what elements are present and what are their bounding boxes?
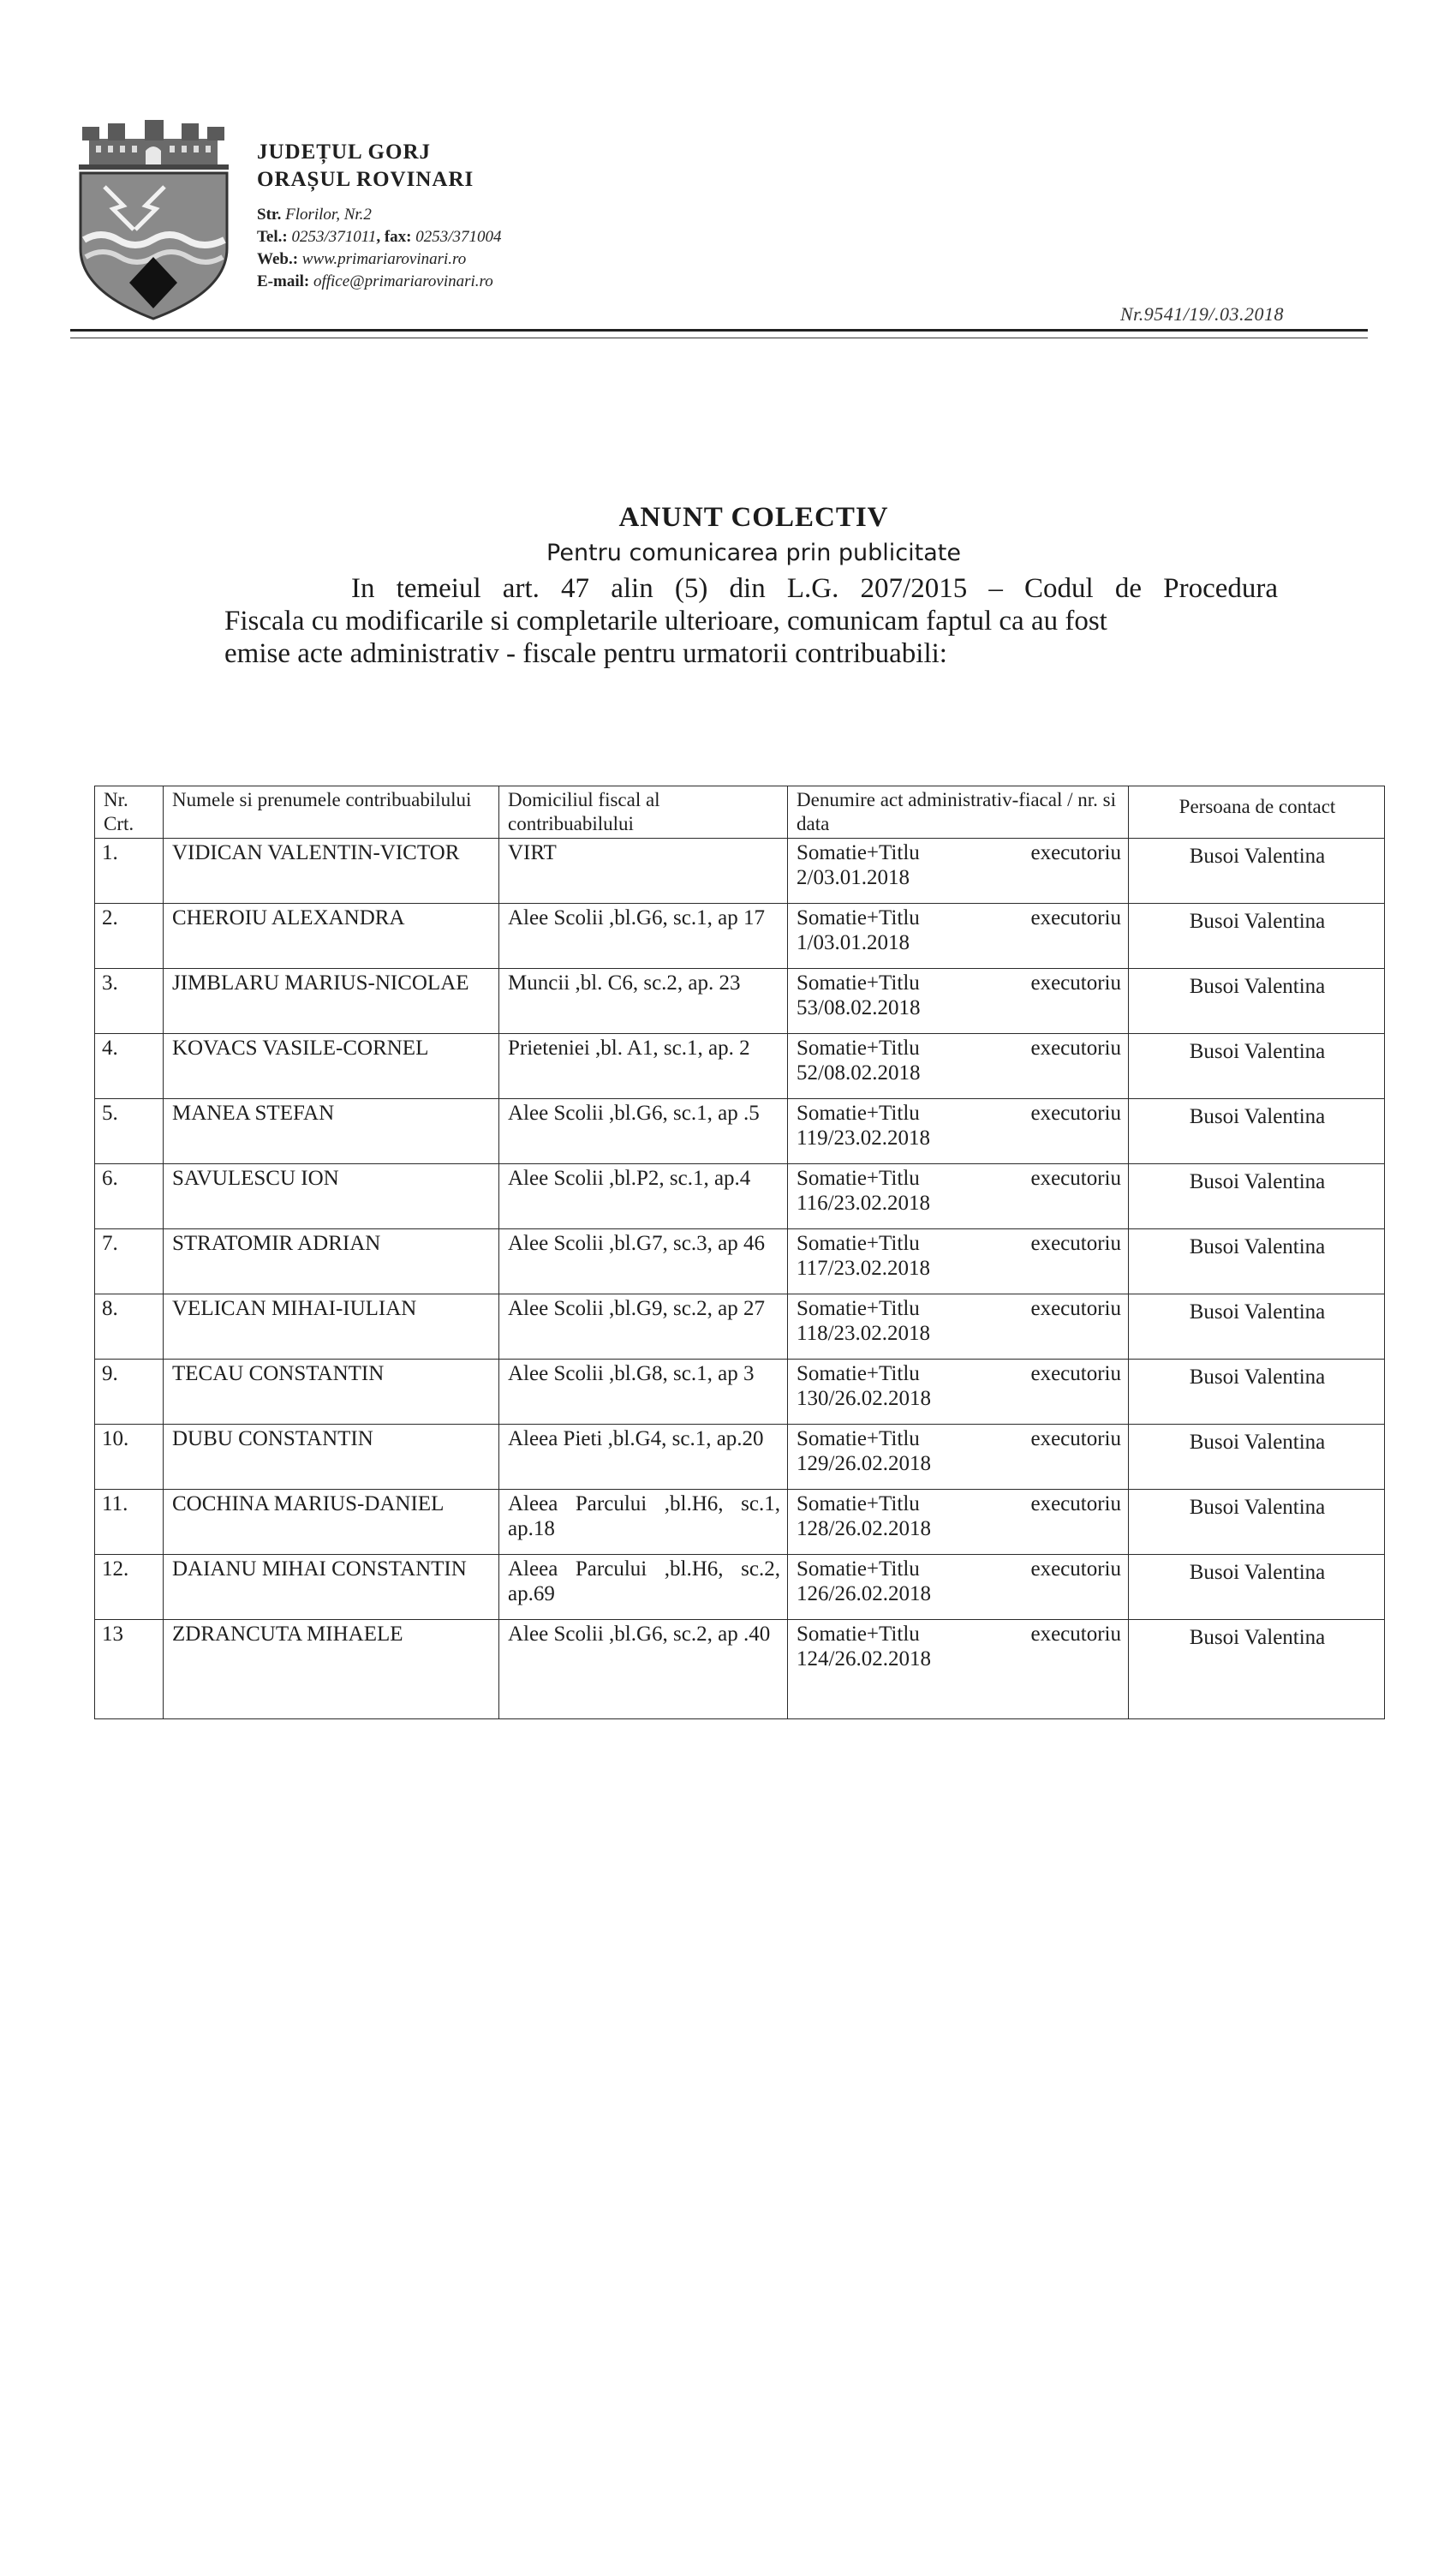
table-row xyxy=(95,1229,1385,1294)
act-kind: executoriu xyxy=(1030,1623,1121,1646)
act-type: Somatie+Titlu xyxy=(797,971,920,995)
act-kind: executoriu xyxy=(1030,906,1121,929)
header-address: Domiciliul fiscal al contribuabilului xyxy=(499,786,788,839)
announcement-title: ANUNT COLECTIV xyxy=(618,502,889,533)
cell-nr: 5. xyxy=(95,1099,164,1164)
act-ref: 119/23.02.2018 xyxy=(797,1127,931,1150)
cell-nr: 3. xyxy=(95,969,164,1034)
act-kind: executoriu xyxy=(1030,1362,1121,1385)
act-ref: 128/26.02.2018 xyxy=(797,1517,931,1540)
act-kind: executoriu xyxy=(1030,1297,1121,1320)
web-link[interactable]: www.primariarovinari.ro xyxy=(301,250,467,268)
act-kind: executoriu xyxy=(1030,971,1121,995)
cell-address: Alee Scolii ,bl.G8, sc.1, ap 3 xyxy=(499,1360,788,1425)
act-ref: 2/03.01.2018 xyxy=(797,866,910,889)
cell-address: Muncii ,bl. C6, sc.2, ap. 23 xyxy=(499,969,788,1034)
cell-act xyxy=(788,1620,1129,1719)
cell-nr: 2. xyxy=(95,904,164,969)
cell-address: Prieteniei ,bl. A1, sc.1, ap. 2 xyxy=(499,1034,788,1099)
act-type: Somatie+Titlu xyxy=(797,1557,920,1581)
act-type: Somatie+Titlu xyxy=(797,1232,920,1255)
cell-act xyxy=(788,1425,1129,1490)
act-kind: executoriu xyxy=(1030,841,1121,864)
cell-name: CHEROIU ALEXANDRA xyxy=(164,904,499,969)
cell-name: SAVULESCU ION xyxy=(164,1164,499,1229)
act-ref: 129/26.02.2018 xyxy=(797,1452,931,1475)
act-type: Somatie+Titlu xyxy=(797,1427,920,1450)
cell-contact: Busoi Valentina xyxy=(1129,839,1385,904)
cell-contact: Busoi Valentina xyxy=(1129,1490,1385,1555)
cell-act xyxy=(788,969,1129,1034)
act-type: Somatie+Titlu xyxy=(797,1167,920,1190)
header-act: Denumire act administrativ-fiacal / nr. si data xyxy=(788,786,1129,839)
act-ref: 117/23.02.2018 xyxy=(797,1257,931,1280)
act-kind: executoriu xyxy=(1030,1557,1121,1581)
cell-act xyxy=(788,1555,1129,1620)
cell-name: VELICAN MIHAI-IULIAN xyxy=(164,1294,499,1360)
cell-act xyxy=(788,1490,1129,1555)
cell-nr: 7. xyxy=(95,1229,164,1294)
cell-address: VIRT xyxy=(499,839,788,904)
act-type: Somatie+Titlu xyxy=(797,1362,920,1385)
cell-nr: 8. xyxy=(95,1294,164,1360)
letterhead xyxy=(257,139,502,293)
header-name: Numele si prenumele contribuabilului xyxy=(164,786,499,839)
cell-name: TECAU CONSTANTIN xyxy=(164,1360,499,1425)
cell-address: Alee Scolii ,bl.G6, sc.1, ap .5 xyxy=(499,1099,788,1164)
table-row xyxy=(95,1425,1385,1490)
act-type: Somatie+Titlu xyxy=(797,906,920,929)
act-type: Somatie+Titlu xyxy=(797,1623,920,1646)
announcement-intro xyxy=(224,572,1278,670)
act-kind: executoriu xyxy=(1030,1037,1121,1060)
act-kind: executoriu xyxy=(1030,1232,1121,1255)
cell-contact: Busoi Valentina xyxy=(1129,1034,1385,1099)
cell-name: DUBU CONSTANTIN xyxy=(164,1425,499,1490)
cell-act xyxy=(788,1099,1129,1164)
cell-act xyxy=(788,904,1129,969)
cell-address: Alee Scolii ,bl.G7, sc.3, ap 46 xyxy=(499,1229,788,1294)
cell-act xyxy=(788,1229,1129,1294)
act-type: Somatie+Titlu xyxy=(797,1492,920,1515)
email-label: E-mail: xyxy=(257,272,310,290)
cell-address: Aleea Parcului ,bl.H6, sc.1, ap.18 xyxy=(499,1490,788,1555)
tel-value: 0253/371011 xyxy=(291,228,377,246)
cell-nr: 10. xyxy=(95,1425,164,1490)
cell-contact: Busoi Valentina xyxy=(1129,1164,1385,1229)
cell-name: COCHINA MARIUS-DANIEL xyxy=(164,1490,499,1555)
cell-contact: Busoi Valentina xyxy=(1129,1360,1385,1425)
cell-name: STRATOMIR ADRIAN xyxy=(164,1229,499,1294)
cell-address: Alee Scolii ,bl.P2, sc.1, ap.4 xyxy=(499,1164,788,1229)
table-header-row xyxy=(95,786,1385,839)
cell-address: Alee Scolii ,bl.G6, sc.2, ap .40 xyxy=(499,1620,788,1719)
cell-address: Aleea Parcului ,bl.H6, sc.2, ap.69 xyxy=(499,1555,788,1620)
cell-act xyxy=(788,1034,1129,1099)
announcement-subtitle: Pentru comunicarea prin publicitate xyxy=(546,540,961,566)
table-row xyxy=(95,1164,1385,1229)
fax-value: 0253/371004 xyxy=(415,228,502,246)
act-ref: 116/23.02.2018 xyxy=(797,1192,931,1215)
street-line xyxy=(257,204,502,226)
email-line xyxy=(257,271,502,293)
cell-address: Aleea Pieti ,bl.G4, sc.1, ap.20 xyxy=(499,1425,788,1490)
table-row xyxy=(95,839,1385,904)
table-row xyxy=(95,1034,1385,1099)
cell-nr: 11. xyxy=(95,1490,164,1555)
intro-line-3: emise acte administrativ - fiscale pentru urmatorii contribuabili: xyxy=(224,638,947,669)
table-row xyxy=(95,1360,1385,1425)
act-ref: 130/26.02.2018 xyxy=(797,1387,931,1410)
cell-name: DAIANU MIHAI CONSTANTIN xyxy=(164,1555,499,1620)
cell-nr: 1. xyxy=(95,839,164,904)
table-row xyxy=(95,1099,1385,1164)
cell-nr: 4. xyxy=(95,1034,164,1099)
cell-contact: Busoi Valentina xyxy=(1129,1425,1385,1490)
act-type: Somatie+Titlu xyxy=(797,841,920,864)
act-type: Somatie+Titlu xyxy=(797,1037,920,1060)
cell-act xyxy=(788,1164,1129,1229)
street-label: Str. xyxy=(257,206,282,224)
cell-address: Alee Scolii ,bl.G9, sc.2, ap 27 xyxy=(499,1294,788,1360)
taxpayers-table xyxy=(94,786,1385,1719)
act-kind: executoriu xyxy=(1030,1427,1121,1450)
cell-act xyxy=(788,839,1129,904)
cell-contact: Busoi Valentina xyxy=(1129,1099,1385,1164)
act-ref: 53/08.02.2018 xyxy=(797,996,921,1019)
cell-name: JIMBLARU MARIUS-NICOLAE xyxy=(164,969,499,1034)
cell-contact: Busoi Valentina xyxy=(1129,1294,1385,1360)
act-ref: 52/08.02.2018 xyxy=(797,1061,921,1085)
cell-name: VIDICAN VALENTIN-VICTOR xyxy=(164,839,499,904)
intro-line-2: Fiscala cu modificarile si completarile ulterioare, comunicam faptul ca au fost xyxy=(224,606,1107,637)
county-name: JUDEȚUL GORJ xyxy=(257,140,432,164)
header-contact: Persoana de contact xyxy=(1129,786,1385,839)
act-ref: 124/26.02.2018 xyxy=(797,1647,931,1670)
street-value: Florilor, Nr.2 xyxy=(285,206,372,224)
cell-nr: 9. xyxy=(95,1360,164,1425)
act-type: Somatie+Titlu xyxy=(797,1297,920,1320)
cell-act xyxy=(788,1360,1129,1425)
act-type: Somatie+Titlu xyxy=(797,1102,920,1125)
act-kind: executoriu xyxy=(1030,1492,1121,1515)
act-ref: 126/26.02.2018 xyxy=(797,1582,931,1605)
registration-number: Nr.9541/19/.03.2018 xyxy=(1120,303,1285,325)
cell-name: MANEA STEFAN xyxy=(164,1099,499,1164)
table-row xyxy=(95,1555,1385,1620)
fax-label: , fax: xyxy=(376,228,412,246)
header-nr: Nr. Crt. xyxy=(95,786,164,839)
cell-contact: Busoi Valentina xyxy=(1129,1229,1385,1294)
web-line xyxy=(257,248,502,271)
table-row xyxy=(95,1620,1385,1719)
table-row xyxy=(95,904,1385,969)
act-kind: executoriu xyxy=(1030,1167,1121,1190)
act-kind: executoriu xyxy=(1030,1102,1121,1125)
header-divider-thick xyxy=(70,329,1368,332)
email-link[interactable]: office@primariarovinari.ro xyxy=(313,272,493,290)
cell-nr: 6. xyxy=(95,1164,164,1229)
act-ref: 1/03.01.2018 xyxy=(797,931,910,954)
table-row xyxy=(95,1294,1385,1360)
table-row xyxy=(95,969,1385,1034)
cell-act xyxy=(788,1294,1129,1360)
act-ref: 118/23.02.2018 xyxy=(797,1322,931,1345)
phone-line xyxy=(257,226,502,248)
cell-contact: Busoi Valentina xyxy=(1129,969,1385,1034)
cell-contact: Busoi Valentina xyxy=(1129,904,1385,969)
intro-line-1: In temeiul art. 47 alin (5) din L.G. 207/2015 – Codul de Procedura xyxy=(351,573,1278,604)
town-name: ORAȘUL ROVINARI xyxy=(257,168,474,191)
table-body xyxy=(95,839,1385,1719)
cell-name: KOVACS VASILE-CORNEL xyxy=(164,1034,499,1099)
table-row xyxy=(95,1490,1385,1555)
tel-label: Tel.: xyxy=(257,228,288,246)
coat-of-arms-icon xyxy=(70,120,237,321)
cell-contact: Busoi Valentina xyxy=(1129,1555,1385,1620)
cell-name: ZDRANCUTA MIHAELE xyxy=(164,1620,499,1719)
web-label: Web.: xyxy=(257,250,299,268)
cell-address: Alee Scolii ,bl.G6, sc.1, ap 17 xyxy=(499,904,788,969)
cell-contact: Busoi Valentina xyxy=(1129,1620,1385,1719)
cell-nr: 12. xyxy=(95,1555,164,1620)
cell-nr: 13 xyxy=(95,1620,164,1719)
